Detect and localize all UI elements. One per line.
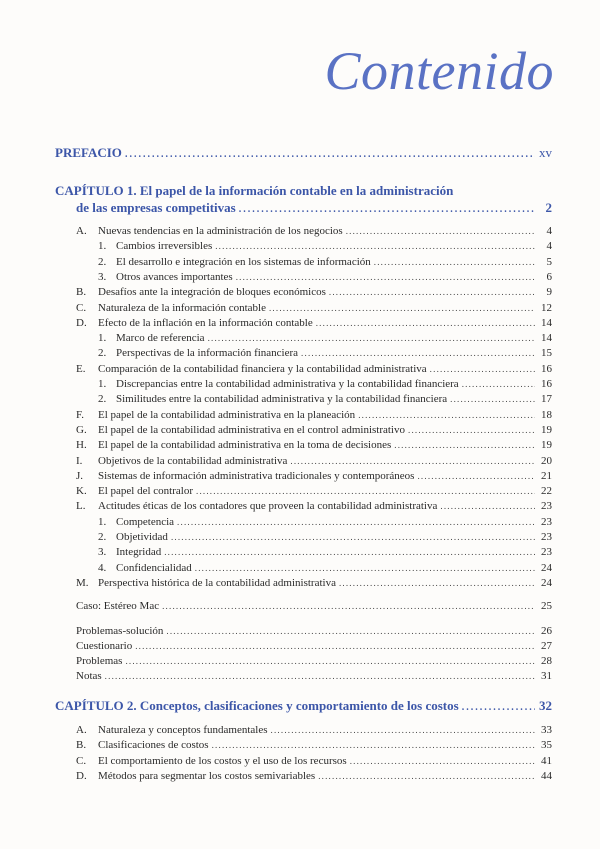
toc-entry-label bbox=[76, 317, 313, 330]
toc-entry[interactable] bbox=[76, 670, 552, 683]
toc-entry[interactable] bbox=[76, 363, 552, 376]
toc-entry-text: Otros avances importantes bbox=[116, 270, 233, 283]
toc-entry-chapter-2[interactable] bbox=[55, 699, 552, 714]
toc-entry-number: 2. bbox=[98, 531, 107, 543]
toc-entry-label bbox=[76, 600, 159, 613]
dot-leader bbox=[462, 701, 535, 714]
toc-entry-number: G. bbox=[76, 423, 87, 436]
toc-entry[interactable] bbox=[76, 302, 552, 315]
toc-entry-page: 21 bbox=[541, 469, 552, 482]
dot-leader bbox=[271, 724, 535, 737]
dot-leader bbox=[105, 670, 535, 683]
toc-entry-label bbox=[98, 531, 168, 544]
toc-entry-page: 32 bbox=[539, 698, 552, 713]
toc-entry[interactable] bbox=[76, 739, 552, 752]
toc-entry[interactable] bbox=[98, 393, 552, 406]
toc-entry-number: 3. bbox=[98, 270, 107, 283]
toc-entry-page: 25 bbox=[541, 600, 552, 612]
toc-entry-number: K. bbox=[76, 485, 87, 498]
toc-entry-text: El papel de la contabilidad administrativa en la toma de decisiones bbox=[98, 439, 392, 452]
toc-entry-number: A. bbox=[76, 225, 87, 237]
toc-entry-page: 23 bbox=[541, 531, 552, 543]
toc-entry-page: 24 bbox=[541, 576, 552, 589]
dot-leader bbox=[339, 577, 535, 590]
toc-entry-number: 1. bbox=[98, 378, 107, 390]
toc-entry-label bbox=[98, 393, 447, 406]
toc-entry[interactable] bbox=[98, 531, 552, 544]
toc-entry[interactable] bbox=[76, 640, 552, 653]
toc-entry-label bbox=[76, 670, 102, 683]
toc-entry-page: 9 bbox=[546, 286, 552, 299]
toc-entry-label: PREFACIO bbox=[55, 145, 122, 160]
dot-leader bbox=[162, 600, 535, 613]
dot-leader bbox=[301, 347, 535, 360]
toc-entry-label: CAPÍTULO 2. Conceptos, clasificaciones y comportamiento de los costos bbox=[55, 698, 459, 713]
toc-entry-page: 19 bbox=[541, 423, 552, 436]
toc-entry[interactable] bbox=[98, 256, 552, 269]
toc-entry-page: 44 bbox=[541, 769, 552, 782]
toc-entry-text: El papel del contralor bbox=[98, 485, 193, 498]
toc-entry[interactable] bbox=[76, 577, 552, 590]
toc-entry-number: D. bbox=[76, 316, 87, 329]
dot-leader bbox=[212, 739, 535, 752]
dot-leader bbox=[290, 455, 535, 468]
toc-entry-page: 4 bbox=[546, 240, 552, 253]
toc-entry-label bbox=[98, 240, 212, 253]
dot-leader bbox=[125, 655, 535, 668]
toc-entry-page: 14 bbox=[541, 316, 552, 329]
toc-entry-page: 5 bbox=[546, 255, 552, 268]
toc-entry-number: L. bbox=[76, 500, 86, 513]
toc-entry-label bbox=[76, 286, 326, 299]
toc-entry[interactable] bbox=[76, 439, 552, 452]
dot-leader bbox=[269, 302, 535, 315]
dot-leader bbox=[196, 485, 535, 498]
toc-entry-label bbox=[76, 755, 347, 768]
toc-entry-number: J. bbox=[76, 469, 84, 482]
dot-leader bbox=[408, 424, 535, 437]
toc-entry-text: Sistemas de información administrativa tradicionales y contemporáneos bbox=[98, 469, 415, 482]
toc-entry-text: Efecto de la inflación en la información contable bbox=[98, 316, 313, 329]
toc-entry[interactable] bbox=[76, 424, 552, 437]
dot-leader bbox=[350, 755, 535, 768]
toc-entry[interactable] bbox=[98, 516, 552, 529]
dot-leader bbox=[208, 332, 535, 345]
toc-entry-number: 2. bbox=[98, 255, 107, 268]
toc-entry-page: 18 bbox=[541, 408, 552, 421]
toc-entry-page: 19 bbox=[541, 439, 552, 452]
toc-entry-text: Similitudes entre la contabilidad administrativa y la contabilidad financiera bbox=[116, 393, 448, 406]
dot-leader bbox=[236, 271, 535, 284]
toc-entry-text: Nuevas tendencias en la administración de los negocios bbox=[98, 225, 343, 237]
toc-entry-page: 26 bbox=[541, 625, 552, 637]
toc-entry[interactable] bbox=[76, 755, 552, 768]
toc-entry-text: Perspectivas de la información financiera bbox=[116, 347, 299, 360]
toc-entry[interactable] bbox=[98, 271, 552, 284]
toc-entry-page: 22 bbox=[541, 485, 552, 498]
dot-leader bbox=[346, 225, 535, 238]
toc-entry[interactable] bbox=[76, 409, 552, 422]
toc-entry-text: Confidencialidad bbox=[116, 561, 192, 574]
toc-entry-number: B. bbox=[76, 739, 87, 752]
toc-entry[interactable] bbox=[76, 724, 552, 737]
toc-entry-label bbox=[76, 577, 336, 590]
toc-entry-text: Desafíos ante la integración de bloques económicos bbox=[98, 286, 326, 299]
toc-entry[interactable] bbox=[76, 770, 552, 783]
toc-entry-page: 16 bbox=[541, 378, 552, 390]
dot-leader bbox=[440, 500, 535, 513]
toc-entry-text: El papel de la contabilidad administrativa en la planeación bbox=[98, 408, 356, 421]
toc-entry-page: 27 bbox=[541, 640, 552, 652]
dot-leader bbox=[329, 286, 535, 299]
toc-entry-label bbox=[76, 470, 414, 483]
toc-entry-label bbox=[76, 363, 427, 376]
toc-entry-text: Problemas-solución bbox=[76, 625, 164, 637]
toc-entry-text: Naturaleza de la información contable bbox=[98, 301, 266, 314]
dot-leader bbox=[316, 317, 535, 330]
toc-entry-label bbox=[76, 500, 437, 513]
toc-entry-number: A. bbox=[76, 724, 87, 736]
toc-entry-label bbox=[98, 562, 192, 575]
page-title: Contenido bbox=[324, 41, 554, 101]
toc-entry-number: 2. bbox=[98, 347, 107, 360]
dot-leader bbox=[318, 770, 535, 783]
dot-leader bbox=[450, 393, 535, 406]
toc-entry-page: 14 bbox=[541, 332, 552, 345]
toc-entry-text: Notas bbox=[76, 670, 102, 682]
dot-leader bbox=[239, 203, 535, 216]
toc-entry-text: Competencia bbox=[116, 515, 175, 528]
toc-entry[interactable] bbox=[76, 286, 552, 299]
toc-entry-page: 24 bbox=[541, 561, 552, 574]
toc-entry-page: 2 bbox=[545, 200, 552, 215]
toc-entry-text: Objetivos de la contabilidad administrativa bbox=[98, 454, 288, 467]
toc-entry-page: 15 bbox=[541, 347, 552, 360]
dot-leader bbox=[374, 256, 535, 269]
toc-entry-label bbox=[76, 424, 405, 437]
toc-entry-text: Caso: Estéreo Mac bbox=[76, 600, 160, 612]
toc-entry[interactable] bbox=[76, 500, 552, 513]
toc-entry-page: 6 bbox=[546, 270, 552, 283]
toc-entry-text: El papel de la contabilidad administrativa en el control administrativo bbox=[98, 423, 405, 436]
toc-entry-number: 4. bbox=[98, 561, 107, 574]
toc-entry[interactable] bbox=[76, 470, 552, 483]
toc-entry-label bbox=[76, 485, 193, 498]
toc-entry-number: M. bbox=[76, 576, 89, 589]
toc-entry-page: 12 bbox=[541, 301, 552, 314]
dot-leader bbox=[215, 240, 535, 253]
toc-entry[interactable] bbox=[76, 225, 552, 238]
toc-entry-page: 16 bbox=[541, 362, 552, 375]
toc-entry-label: de las empresas competitivas bbox=[76, 200, 236, 215]
toc-entry-page: xv bbox=[539, 145, 552, 160]
toc-entry-text: Discrepancias entre la contabilidad administrativa y la contabilidad financiera bbox=[116, 378, 459, 390]
toc-entry-label bbox=[76, 409, 355, 422]
dot-leader bbox=[417, 470, 535, 483]
toc-entry-number: I. bbox=[76, 454, 83, 467]
dot-leader bbox=[195, 562, 535, 575]
dot-leader bbox=[125, 148, 535, 161]
toc-entry-page: 28 bbox=[541, 655, 552, 667]
toc-entry-prefacio[interactable] bbox=[55, 146, 552, 161]
toc-entry-text: Naturaleza y conceptos fundamentales bbox=[98, 724, 268, 736]
toc-entry-label bbox=[76, 770, 315, 783]
toc-entry-label bbox=[76, 225, 343, 238]
toc-entry-page: 23 bbox=[541, 500, 552, 513]
toc-entry-page: 35 bbox=[541, 739, 552, 752]
toc-entry[interactable] bbox=[76, 625, 552, 638]
chapter-1-title[interactable]: CAPÍTULO 1. El papel de la información contable en la administración bbox=[55, 183, 454, 198]
toc-entry-label bbox=[76, 739, 209, 752]
toc-entry-chapter-1[interactable] bbox=[76, 201, 552, 216]
toc-entry-text: Perspectiva histórica de la contabilidad administrativa bbox=[98, 576, 336, 589]
toc-entry[interactable] bbox=[76, 655, 552, 668]
toc-entry-text: Clasificaciones de costos bbox=[98, 739, 209, 752]
toc-entry[interactable] bbox=[76, 600, 552, 613]
toc-entry-text: Problemas bbox=[76, 655, 123, 667]
dot-leader bbox=[166, 625, 535, 638]
toc-entry[interactable] bbox=[76, 485, 552, 498]
toc-entry-page: 20 bbox=[541, 454, 552, 467]
toc-entry-label bbox=[76, 625, 163, 638]
dot-leader bbox=[164, 546, 535, 559]
toc-entry[interactable] bbox=[98, 562, 552, 575]
toc-entry-page: 17 bbox=[541, 393, 552, 406]
toc-entry[interactable] bbox=[76, 317, 552, 330]
toc-entry-label bbox=[76, 724, 268, 737]
toc-entry-text: Objetividad bbox=[116, 531, 168, 543]
toc-entry[interactable] bbox=[98, 347, 552, 360]
toc-entry-number: 3. bbox=[98, 546, 107, 559]
dot-leader bbox=[394, 439, 535, 452]
toc-entry[interactable] bbox=[98, 546, 552, 559]
toc-entry[interactable] bbox=[98, 378, 552, 391]
toc-entry-text: El comportamiento de los costos y el uso de los recursos bbox=[98, 754, 347, 767]
toc-entry-text: Cambios irreversibles bbox=[116, 240, 213, 253]
toc-entry-label bbox=[98, 271, 233, 284]
toc-entry[interactable] bbox=[98, 332, 552, 345]
toc-entry-label bbox=[76, 655, 122, 668]
toc-entry-page: 23 bbox=[541, 515, 552, 528]
toc-entry[interactable] bbox=[76, 455, 552, 468]
toc-entry-label bbox=[98, 332, 205, 345]
toc-entry-number: 1. bbox=[98, 515, 107, 528]
toc-entry-label bbox=[98, 347, 298, 360]
toc-entry-text: El desarrollo e integración en los sistemas de información bbox=[116, 255, 371, 268]
toc-entry-page: 31 bbox=[541, 670, 552, 682]
toc-entry-number: 1. bbox=[98, 240, 107, 253]
dot-leader bbox=[135, 640, 535, 653]
toc-entry-number: D. bbox=[76, 769, 87, 782]
toc-entry-text: Cuestionario bbox=[76, 640, 133, 652]
toc-entry-label bbox=[98, 546, 161, 559]
toc-entry-label bbox=[76, 302, 266, 315]
dot-leader bbox=[462, 378, 535, 391]
toc-entry-text: Métodos para segmentar los costos semivariables bbox=[98, 769, 316, 782]
dot-leader bbox=[177, 516, 535, 529]
toc-entry-label bbox=[98, 378, 459, 391]
toc-entry-number: C. bbox=[76, 754, 87, 767]
dot-leader bbox=[430, 363, 535, 376]
toc-entry-page: 23 bbox=[541, 546, 552, 559]
toc-entry-label bbox=[76, 439, 391, 452]
toc-entry-number: 2. bbox=[98, 393, 107, 406]
toc-entry-number: E. bbox=[76, 362, 86, 375]
toc-entry-label bbox=[76, 640, 132, 653]
toc-entry-text: Actitudes éticas de los contadores que proveen la contabilidad administrativa bbox=[98, 500, 438, 513]
toc-entry[interactable] bbox=[98, 240, 552, 253]
toc-entry-text: Comparación de la contabilidad financiera y la contabilidad administrativa bbox=[98, 362, 427, 375]
toc-entry-label bbox=[76, 455, 287, 468]
toc-entry-text: Integridad bbox=[116, 546, 162, 559]
toc-entry-page: 4 bbox=[546, 225, 552, 237]
toc-entry-label bbox=[98, 516, 174, 529]
toc-entry-number: C. bbox=[76, 301, 87, 314]
toc-entry-text: Marco de referencia bbox=[116, 332, 205, 345]
toc-entry-number: B. bbox=[76, 286, 87, 299]
toc-entry-number: H. bbox=[76, 439, 87, 452]
dot-leader bbox=[171, 531, 535, 544]
toc-entry-label bbox=[98, 256, 371, 269]
dot-leader bbox=[358, 409, 535, 422]
toc-entry-page: 41 bbox=[541, 754, 552, 767]
toc-entry-number: 1. bbox=[98, 332, 107, 345]
toc-entry-page: 33 bbox=[541, 724, 552, 736]
toc-entry-number: F. bbox=[76, 408, 84, 421]
